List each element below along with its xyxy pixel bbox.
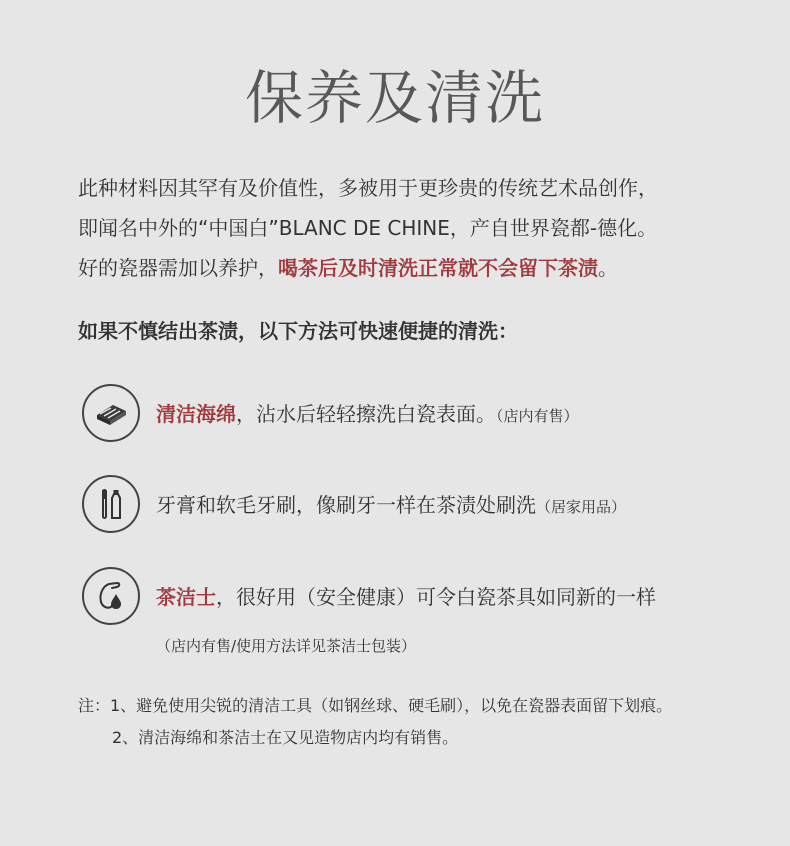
method-heading: 如果不慎结出茶渍，以下方法可快速便捷的清洗：	[78, 319, 518, 343]
intro-highlight: 喝茶后及时清洗正常就不会留下茶渍	[278, 256, 598, 280]
notes-section	[78, 690, 778, 754]
cleaner-label: 茶洁士	[156, 585, 216, 609]
sponge-availability: （店内有售）	[496, 407, 579, 425]
sponge-description: ，沾水后轻轻擦洗白瓷表面。	[236, 402, 496, 426]
water-drop-hand-icon	[82, 567, 140, 625]
cleaner-availability: （店内有售/使用方法详见茶洁士包装）	[156, 637, 417, 655]
toothbrush-text	[156, 490, 626, 522]
intro-line-3	[78, 248, 768, 288]
note-line-2: 2、清洁海绵和茶洁士在又见造物店内均有销售。	[112, 728, 459, 747]
sponge-label: 清洁海绵	[156, 402, 236, 426]
intro-line-1: 此种材料因其罕有及价值性，多被用于更珍贵的传统艺术品创作，	[78, 176, 658, 200]
sponge-icon	[82, 384, 140, 442]
cleaner-description: ，很好用（安全健康）可令白瓷茶具如同新的一样	[216, 585, 656, 609]
page-title: 保养及清洗	[244, 64, 545, 132]
intro-line-3-plain: 好的瓷器需加以养护，	[78, 256, 278, 280]
toothbrush-toothpaste-icon	[82, 475, 140, 533]
intro-line-2: 即闻名中外的“中国白”BLANC DE CHINE，产自世界瓷都-德化。	[78, 216, 658, 240]
sponge-text	[156, 399, 579, 431]
toothbrush-availability: （居家用品）	[536, 498, 627, 516]
note-line-1: 注：1、避免使用尖锐的清洁工具（如钢丝球、硬毛刷），以免在瓷器表面留下划痕。	[78, 696, 673, 715]
cleaner-text	[156, 582, 656, 612]
intro-line-3-end: 。	[598, 256, 618, 280]
toothbrush-description: 牙膏和软毛牙刷，像刷牙一样在茶渍处刷洗	[156, 493, 536, 517]
intro-paragraph	[78, 168, 768, 288]
